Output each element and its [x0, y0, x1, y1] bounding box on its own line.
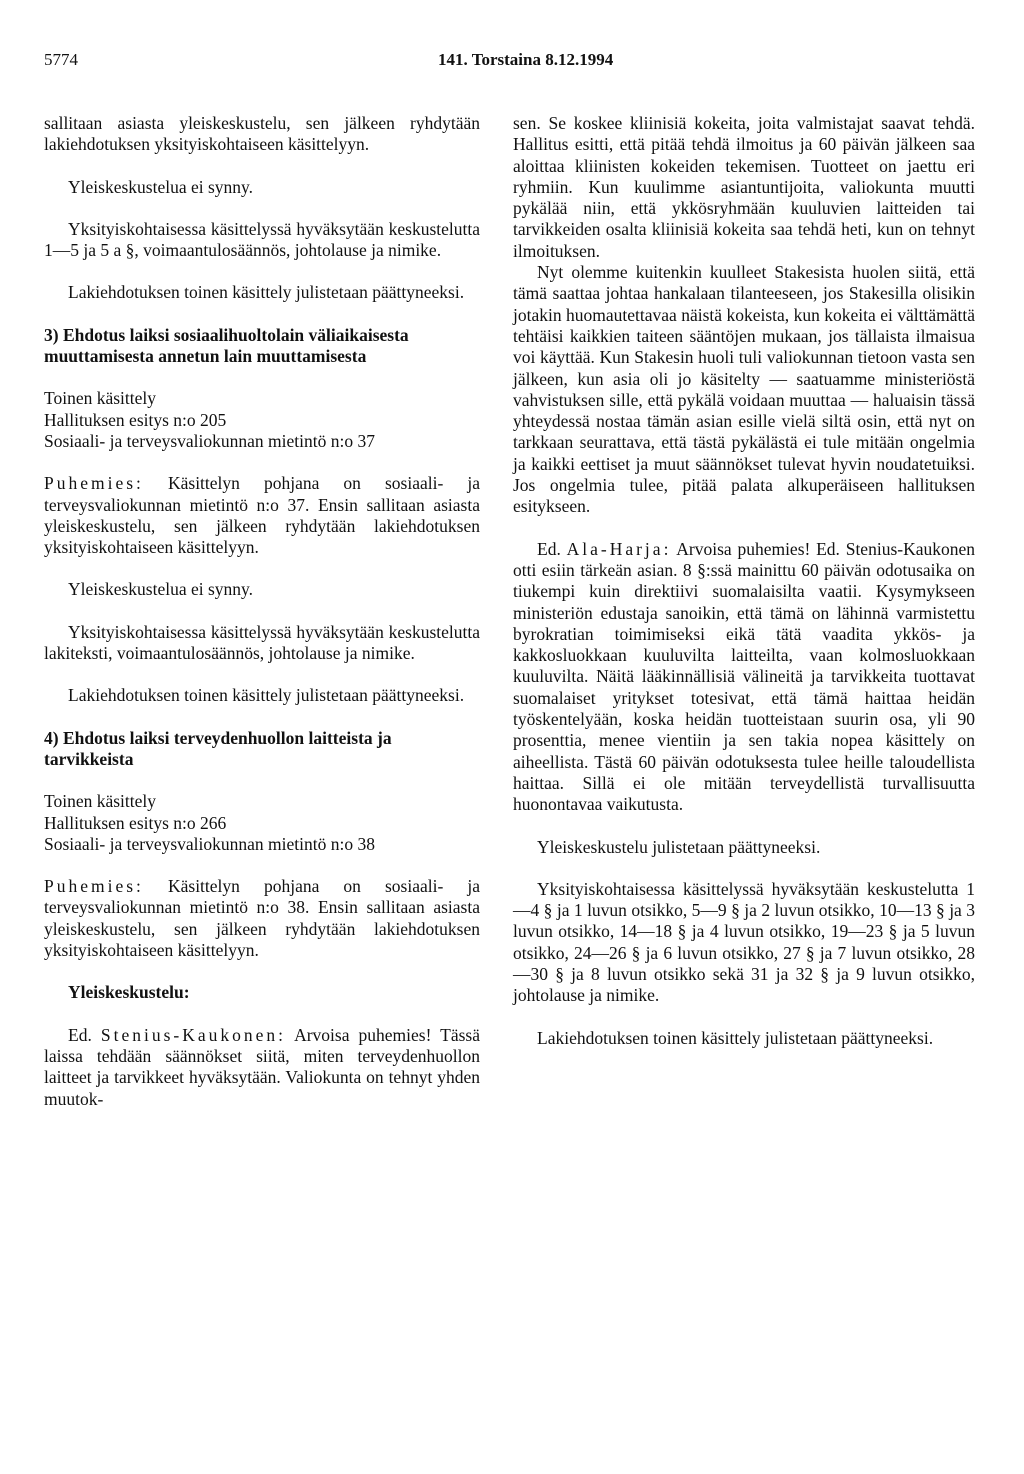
speech-text: Arvoisa puhemies! Tässä laissa tehdään säännökset siitä, miten terveydenhuollon laitteet ja tarvikkeet hyväksytään. Valiokunta on tehnyt yhden muutok- [44, 1024, 480, 1109]
speaker-prefix: Ed. [537, 538, 567, 559]
paragraph: Lakiehdotuksen toinen käsittely julistetaan päättyneeksi. [68, 685, 465, 706]
meta-line: Sosiaali- ja terveysvaliokunnan mietintö n:o 38 [44, 833, 375, 854]
paragraph: Yksityiskohtaisessa käsittelyssä hyväksytään keskustelutta lakiteksti, voimaantulosäännös, johtolause ja nimike. [44, 621, 480, 664]
section-4-meta [44, 791, 480, 855]
speaker-name: Puhemies: [44, 473, 144, 494]
right-column [513, 113, 975, 1049]
paragraph: Lakiehdotuksen toinen käsittely julistetaan päättyneeksi. [68, 282, 465, 303]
speech-paragraph [44, 1025, 480, 1110]
section-heading-3: 3) Ehdotus laiksi sosiaalihuoltolain väliaikaisesta muuttamisesta annetun lain muuttamisesta [44, 324, 409, 367]
speaker-name: Stenius-Kaukonen: [100, 1024, 287, 1045]
paragraph: Lakiehdotuksen toinen käsittely julistetaan päättyneeksi. [537, 1027, 934, 1048]
section-3-meta [44, 388, 480, 452]
left-column [44, 113, 480, 1110]
paragraph: sen. Se koskee kliinisiä kokeita, joita valmistajat saavat tehdä. Hallitus esitti, että pitää tehdä ilmoitus ja 60 päivän jälkeen saa aloittaa kliinisten kokeiden tekemisen. Tuotteet on jaettu eri ryhmiin. Kun kuulimme asiantuntijoita, valiokunta muutti pykälää niin, että ykkösryhmään kuuluvien laitteiden tai tarvikkeiden osalta kliinisiä kokeita saa tehdä heti, kun on tehnyt ilmoituksen. [513, 113, 975, 261]
speech-text: Käsittelyn pohjana on sosiaali- ja terveysvaliokunnan mietintö n:o 37. Ensin sallitaan asiasta yleiskeskustelu, sen jälkeen ryhdytään lakiehdotuksen yksityiskohtaiseen käsittelyyn. [44, 473, 480, 558]
meta-line: Hallituksen esitys n:o 266 [44, 812, 227, 833]
paragraph: Yleiskeskustelua ei synny. [68, 579, 254, 600]
paragraph: Yksityiskohtaisessa käsittelyssä hyväksytään keskustelutta 1—5 ja 5 a §, voimaantulosäännös, johtolause ja nimike. [44, 218, 480, 261]
section-heading-4: 4) Ehdotus laiksi terveydenhuollon laitteista ja tarvikkeista [44, 727, 392, 769]
page-header [44, 50, 980, 78]
speaker-name: Ala-Harja: [566, 538, 672, 559]
subheading: Yleiskeskustelu: [68, 982, 190, 1003]
paragraph: sallitaan asiasta yleiskeskustelu, sen jälkeen ryhdytään lakiehdotuksen yksityiskohtaiseen käsittelyyn. [44, 113, 480, 155]
issue-title: 141. Torstaina 8.12.1994 [438, 50, 614, 69]
meta-line: Toinen käsittely [44, 791, 157, 812]
meta-line: Sosiaali- ja terveysvaliokunnan mietintö n:o 37 [44, 430, 375, 451]
paragraph: Yksityiskohtaisessa käsittelyssä hyväksytään keskustelutta 1—4 § ja 1 luvun otsikko, 5—9 § ja 2 luvun otsikko, 10—13 § ja 3 luvun otsikko, 14—18 § ja 4 luvun otsikko, 19—23 § ja 5 luvun otsikko, 24—26 § ja 6 luvun otsikko, 27 § ja 7 luvun otsikko, 28—30 § ja 8 luvun otsikko sekä 31 ja 32 § ja 9 luvun otsikko, johtolause ja nimike. [513, 878, 975, 1006]
speaker-name: Puhemies: [44, 876, 144, 897]
meta-line: Toinen käsittely [44, 388, 157, 409]
speech-text: Käsittelyn pohjana on sosiaali- ja terveysvaliokunnan mietintö n:o 38. Ensin sallitaan asiasta yleiskeskustelu, sen jälkeen ryhdytään lakiehdotuksen yksityiskohtaiseen käsittelyyn. [44, 876, 480, 961]
speech-text: Arvoisa puhemies! Ed. Stenius-Kaukonen otti esiin tärkeän asian. 8 §:ssä mainittu 60 päivän odotusaika on tiukempi kuin direktiivi suomalaisilta vaatii. Kysymykseen ministeriön edustaja sanoikin, että tämä on lähinnä varmistettu byrokratian toimimiseksi eikä tätä vaadita ykkös- ja kakkosluokkaan kuuluvilta laitteilta, vaan kolmosluokkaan kuuluvilta. Näitä lääkinnällisiä välineitä ja tarvikkeita tuottavat suomalaiset yritykset totesivat, että tämä haittaa heidän työskentelyään, koska heidän tuotteistaan suurin osa, yli 90 prosenttia, menee vientiin ja sen takia nopea käsittely on aiheellista. Tästä 60 päivän odotuksesta tulee heille taloudellista haittaa. Sillä ei ole mitään terveydellistä turvallisuutta huonontavaa vaikutusta. [513, 538, 975, 815]
paragraph: Yleiskeskustelua ei synny. [68, 176, 254, 197]
speaker-prefix: Ed. [68, 1024, 101, 1045]
paragraph: Nyt olemme kuitenkin kuulleet Stakesista huolen siitä, että tämä saattaa johtaa hankalaan tilanteeseen, jos Stakesilla olisikin jotakin huomautettavaa näistä kokeista, kun kokeita ei välttämättä tehtäisi kaikkien taiteen sääntöjen mukaan, jos tällaista ilmaisua voi käyttää. Kun Stakesin huoli tuli valiokunnan tietoon vasta sen jälkeen, kun asia oli jo käsitelty — saatuamme ministeriöstä vahvistuksen sille, että pykälä voidaan muuttaa — haluaisin tässä yhteydessä nostaa tämän asian esille vielä siltä osin, että nyt on tarkkaan seurattava, että tästä pykälästä ei tule mitään ongelmia ja kaikki eettiset ja muut säännökset tulevat hyvin noudatetuiksi. Jos ongelmia tulee, pitää palata alkuperäiseen hallituksen esitykseen. [513, 262, 975, 517]
page-number: 5774 [44, 50, 78, 69]
speech-paragraph [44, 473, 480, 558]
paragraph: Yleiskeskustelu julistetaan päättyneeksi. [537, 836, 821, 857]
meta-line: Hallituksen esitys n:o 205 [44, 409, 227, 430]
speech-paragraph [44, 876, 480, 961]
speech-paragraph [513, 539, 975, 816]
